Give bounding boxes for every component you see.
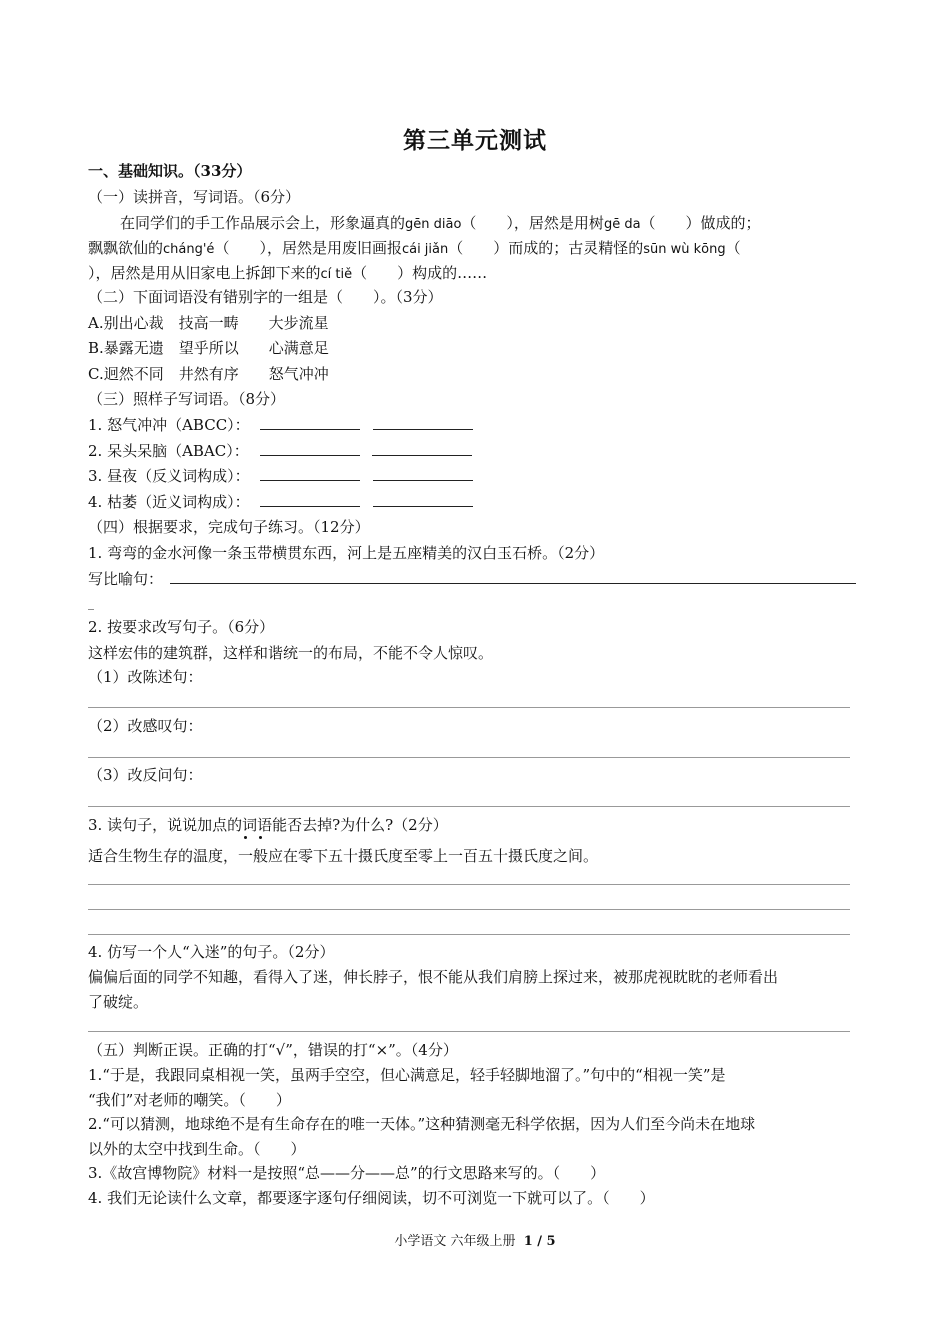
q4-example-line2: 了破绽。	[88, 993, 149, 1011]
answer-line[interactable]	[88, 707, 850, 708]
judge-item-4: 4. 我们无论读什么文章，都要逐字逐句仔细阅读，切不可浏览一下就可以了。（ ）	[88, 1189, 655, 1207]
answer-blank[interactable]	[373, 466, 473, 481]
dotted-word	[238, 845, 268, 867]
judge-item-2-cont: 以外的太空中找到生命。（ ）	[88, 1140, 306, 1158]
part1-line2-text-d: （	[725, 239, 741, 257]
answer-line[interactable]	[88, 934, 850, 935]
footer-text: 小学语文 六年级上册	[394, 1234, 516, 1249]
pinyin-citie: cí tiě	[320, 267, 353, 282]
q4-example-line1: 偏偏后面的同学不知趣，看得入了迷，伸长脖子，恨不能从我们肩膀上探过来，被那虎视眈眈的老师看出	[88, 968, 779, 986]
q3-sentence	[88, 845, 598, 867]
part1-heading: （一）读拼音，写词语。（6分）	[88, 188, 301, 206]
judge-item-2: 2.“可以猜测，地球绝不是有生命存在的唯一天体。”这种猜测毫无科学依据，因为人们至今尚未在地球	[88, 1115, 756, 1133]
q2-sub3: （3）改反问句：	[88, 766, 203, 784]
pinyin-geda: gē da	[603, 217, 641, 232]
part1-line2-text-c: （ ）而成的；古灵精怪的	[448, 239, 644, 257]
pinyin-sunwukong: sūn wù kōng	[643, 242, 726, 257]
part1-line1	[120, 212, 761, 236]
answer-line[interactable]	[88, 909, 850, 910]
q2-sentence: 这样宏伟的建筑群，这样和谐统一的布局，不能不令人惊叹。	[88, 644, 494, 662]
answer-blank[interactable]	[372, 441, 472, 456]
page-title: 第三单元测试	[403, 127, 547, 154]
pinyin-caijian: cái jiǎn	[401, 242, 449, 257]
option-a: A.别出心裁 技高一畴 大步流星	[88, 314, 329, 332]
q1-answer-blank[interactable]	[170, 569, 856, 584]
word-item-4	[88, 491, 473, 513]
answer-blank[interactable]	[373, 415, 473, 430]
part3-heading: （三）照样子写词语。（8分）	[88, 390, 286, 408]
q2-sub1: （1）改陈述句：	[88, 668, 203, 686]
answer-line[interactable]	[88, 884, 850, 885]
pinyin-gendiao: gēn diāo	[405, 217, 462, 232]
answer-blank[interactable]	[373, 492, 473, 507]
part4-heading: （四）根据要求，完成句子练习。（12分）	[88, 518, 370, 536]
word-item-2	[88, 440, 472, 462]
answer-blank[interactable]	[260, 441, 360, 456]
q1-text: 1. 弯弯的金水河像一条玉带横贯东西，河上是五座精美的汉白玉石桥。（2分）	[88, 544, 605, 562]
answer-blank[interactable]	[260, 466, 360, 481]
pinyin-change: cháng'é	[163, 242, 215, 257]
option-c: C.迥然不同 井然有序 怒气冲冲	[88, 365, 329, 383]
part1-line3-text-a: ），居然是用从旧家电上拆卸下来的	[88, 264, 321, 282]
answer-line[interactable]	[88, 757, 850, 758]
emphasis-dot	[244, 836, 247, 839]
q2-text: 2. 按要求改写句子。（6分）	[88, 618, 275, 636]
word-item-4-label: 4. 枯萎（近义词构成）：	[88, 493, 250, 511]
answer-line[interactable]	[88, 806, 850, 807]
q4-text: 4. 仿写一个人“入迷”的句子。（2分）	[88, 943, 335, 961]
judge-item-3: 3.《故宫博物院》材料一是按照“总——分——总”的行文思路来写的。（ ）	[88, 1164, 606, 1182]
q3-sentence-b: 应在零下五十摄氏度至零上一百五十摄氏度之间。	[268, 847, 599, 865]
part5-heading: （五）判断正误。正确的打“√”，错误的打“×”。（4分）	[88, 1041, 458, 1059]
q3-text: 3. 读句子，说说加点的词语能否去掉?为什么?（2分）	[88, 816, 448, 834]
judge-item-1-cont: “我们”对老师的嘲笑。（ ）	[88, 1091, 291, 1109]
judge-item-1: 1.“于是，我跟同桌相视一笑，虽两手空空，但心满意足，轻手轻脚地溜了。”句中的“相视一笑”是	[88, 1066, 726, 1084]
part1-line1-text-c: （ ）做成的；	[640, 214, 761, 232]
answer-line[interactable]	[88, 1031, 850, 1032]
word-item-1	[88, 414, 473, 436]
q2-sub2: （2）改感叹句：	[88, 717, 203, 735]
dotted-word-text: 一般	[238, 847, 269, 865]
q1-label: 写比喻句：	[88, 570, 164, 588]
word-item-3-label: 3. 昼夜（反义词构成）：	[88, 467, 250, 485]
word-item-1-label: 1. 怒气冲冲（ABCC）：	[88, 416, 250, 434]
part1-line2-text-a: 飘飘欲仙的	[88, 239, 164, 257]
part1-line3	[88, 262, 487, 286]
part1-line1-text-b: （ ），居然是用树	[461, 214, 604, 232]
page-number: 1 / 5	[523, 1234, 556, 1249]
q1-answer-row	[88, 568, 856, 590]
part2-heading: （二）下面词语没有错别字的一组是（ ）。（3分）	[88, 288, 443, 306]
part1-line2-text-b: （ ），居然是用废旧画报	[214, 239, 402, 257]
emphasis-dot	[259, 836, 262, 839]
section-heading-basics: 一、基础知识。（33分）	[88, 162, 252, 180]
part1-line1-text-a: 在同学们的手工作品展示会上，形象逼真的	[120, 214, 406, 232]
option-b: B.暴露无遗 望乎所以 心满意足	[88, 339, 329, 357]
word-item-2-label: 2. 呆头呆脑（ABAC）：	[88, 442, 249, 460]
answer-blank[interactable]	[260, 492, 360, 507]
q3-sentence-a: 适合生物生存的温度，	[88, 847, 239, 865]
word-item-3	[88, 465, 473, 487]
part1-line2	[88, 237, 741, 261]
q1-overflow-mark: _	[88, 596, 94, 610]
answer-blank[interactable]	[260, 415, 360, 430]
part1-line3-text-b: （ ）构成的……	[352, 264, 488, 282]
page-footer	[0, 1230, 950, 1249]
